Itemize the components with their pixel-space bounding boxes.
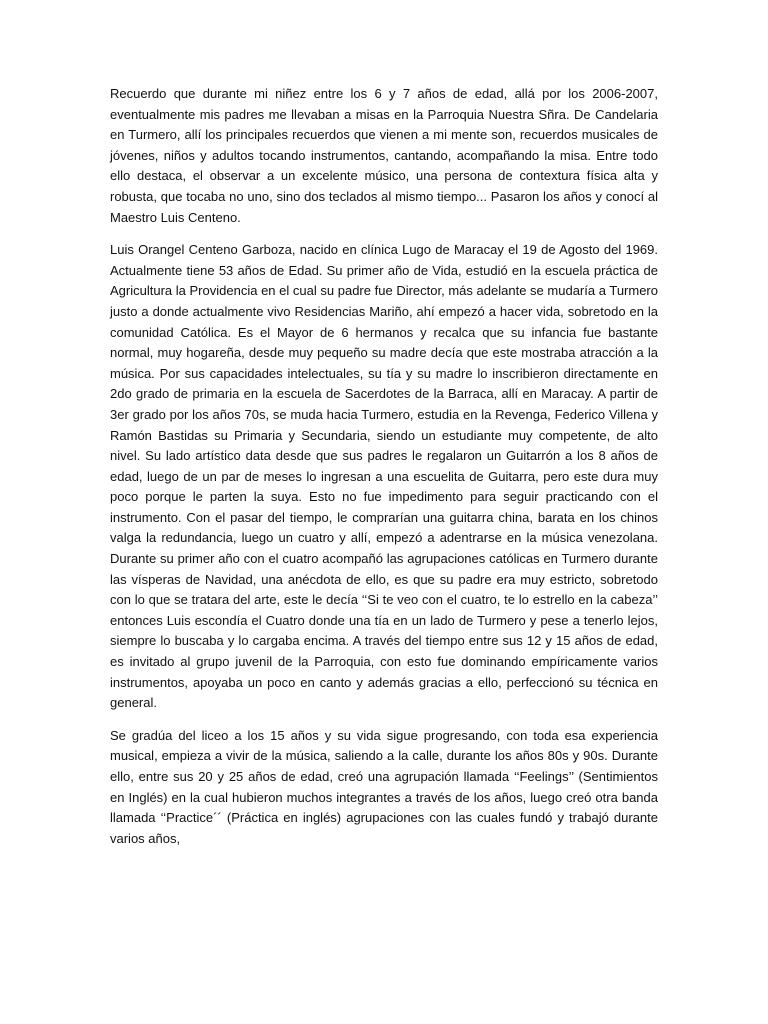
- document-page: [110, 84, 658, 849]
- paragraph-biography: Luis Orangel Centeno Garboza, nacido en clínica Lugo de Maracay el 19 de Agosto del 1969. Actualmente tiene 53 años de Edad. Su primer año de Vida, estudió en la escuela práctica de Agricultura la Providencia en el cual su padre fue Director, más adelante se mudaría a Turmero justo a donde actualmente vivo Residencias Mariño, ahí empezó a hacer vida, sobretodo en la comunidad Católica. Es el Mayor de 6 hermanos y recalca que su infancia fue bastante normal, muy hogareña, desde muy pequeño su madre decía que este mostraba atracción a la música. Por sus capacidades intelectuales, su tía y su madre lo inscribieron directamente en 2do grado de primaria en la escuela de Sacerdotes de la Barraca, allí en Maracay. A partir de 3er grado por los años 70s, se muda hacia Turmero, estudia en la Revenga, Federico Villena y Ramón Bastidas su Primaria y Secundaria, siendo un estudiante muy competente, de alto nivel. Su lado artístico data desde que sus padres le regalaron un Guitarrón a los 8 años de edad, luego de un par de meses lo ingresan a una escuelita de Guitarra, pero este dura muy poco porque le parten la suya. Esto no fue impedimento para seguir practicando con el instrumento. Con el pasar del tiempo, le comprarían una guitarra china, barata en los chinos valga la redundancia, luego un cuatro y allí, empezó a adentrarse en la música venezolana. Durante su primer año con el cuatro acompañó las agrupaciones católicas en Turmero durante las vísperas de Navidad, una anécdota de ello, es que su padre era muy estricto, sobretodo con lo que se tratara del arte, este le decía ‘‘Si te veo con el cuatro, te lo estrello en la cabeza’’ entonces Luis escondía el Cuatro donde una tía en un lado de Turmero y pese a tenerlo lejos, siempre lo buscaba y lo cargaba encima. A través del tiempo entre sus 12 y 15 años de edad, es invitado al grupo juvenil de la Parroquia, con esto fue dominando empíricamente varios instrumentos, apoyaba un poco en canto y además gracias a ello, perfeccionó su técnica en general.: [110, 242, 658, 711]
- paragraph-childhood-memories: Recuerdo que durante mi niñez entre los 6 y 7 años de edad, allá por los 2006-2007, eventualmente mis padres me llevaban a misas en la Parroquia Nuestra Sñra. De Candelaria en Turmero, allí los principales recuerdos que vienen a mi mente son, recuerdos musicales de jóvenes, niños y adultos tocando instrumentos, cantando, acompañando la misa. Entre todo ello destaca, el observar a un excelente músico, una persona de contextura física alta y robusta, que tocaba no uno, sino dos teclados al mismo tiempo... Pasaron los años y conocí al Maestro Luis Centeno.: [110, 86, 658, 225]
- paragraph-musical-career: Se gradúa del liceo a los 15 años y su vida sigue progresando, con toda esa experiencia musical, empieza a vivir de la música, saliendo a la calle, durante los años 80s y 90s. Durante ello, entre sus 20 y 25 años de edad, creó una agrupación llamada ‘‘Feelings’’ (Sentimientos en Inglés) en la cual hubieron muchos integrantes a través de los años, luego creó otra banda llamada ‘‘Practice´´ (Práctica en inglés) agrupaciones con las cuales fundó y trabajó durante varios años,: [110, 727, 658, 846]
